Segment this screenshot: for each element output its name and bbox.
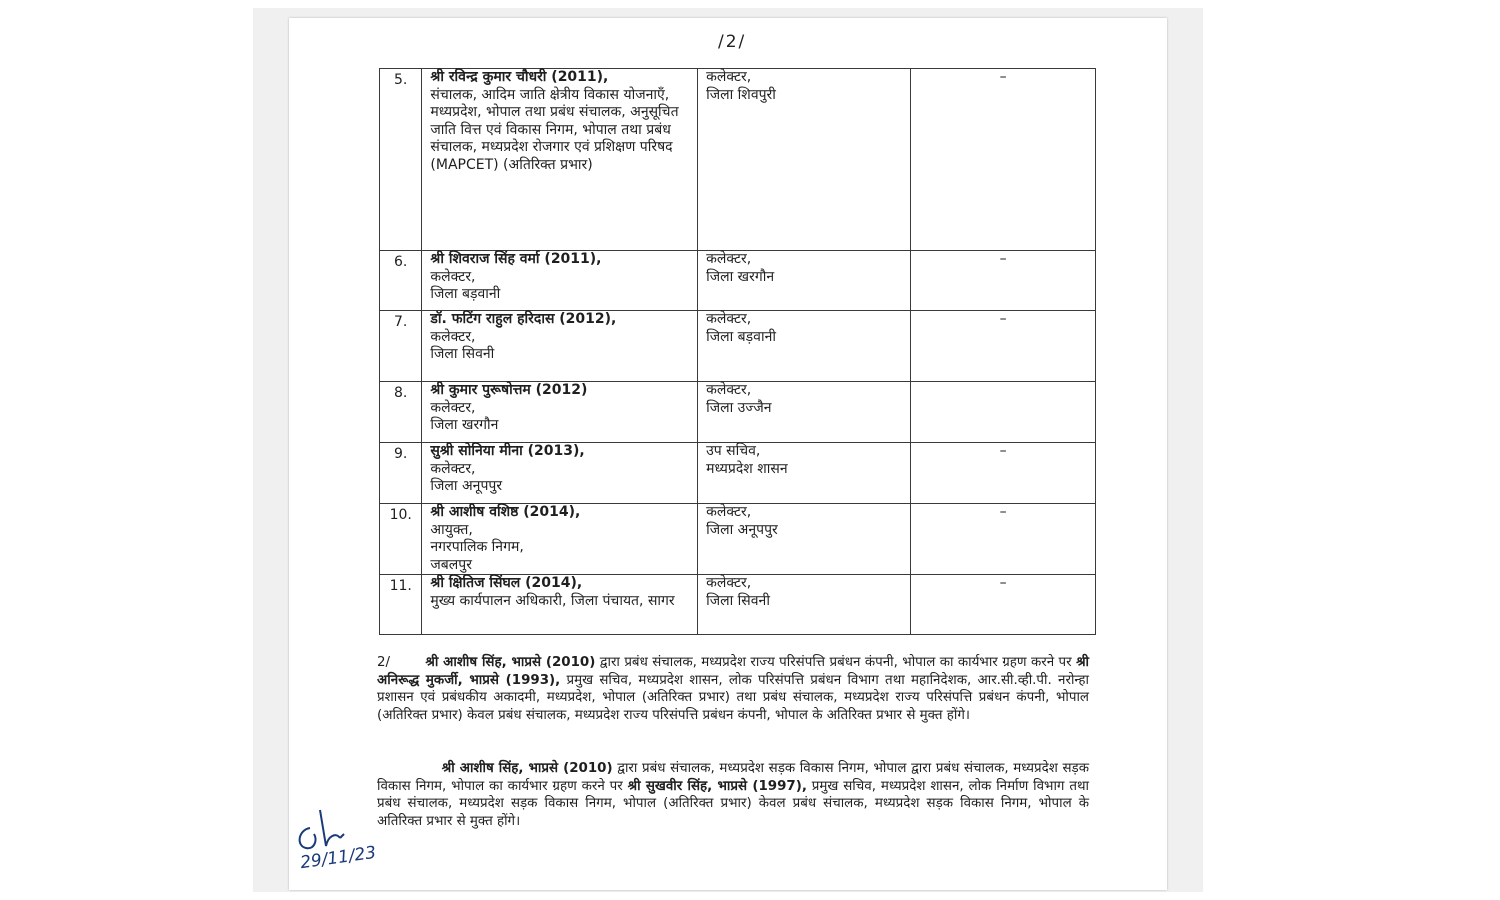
officer-cell [422, 575, 698, 635]
row-number: 10. [380, 504, 422, 575]
paragraph-text: द्वारा प्रबंध संचालक, मध्यप्रदेश सड़क विकास निगम, भोपाल द्वारा प्रबंध संचालक, मध्यप्रदेश सड़क विकास निगम, भोपाल का कार्यभार ग्रहण करने पर [377, 761, 1090, 794]
paragraph-3 [377, 760, 1089, 830]
row-number: 6. [380, 251, 422, 311]
new-post: कलेक्टर, जिला उज्जैन [698, 382, 911, 443]
row-number: 8. [380, 382, 422, 443]
officer-ref: श्री आशीष सिंह, भाप्रसे (2010) [425, 655, 596, 670]
remark: – [911, 575, 1096, 635]
current-post: कलेक्टर, जिला सिवनी [430, 328, 495, 362]
officer-name: श्री रविन्द्र कुमार चौधरी (2011), [430, 69, 609, 85]
transfer-table [379, 68, 1096, 635]
row-number: 7. [380, 311, 422, 382]
new-post: कलेक्टर, जिला शिवपुरी [698, 69, 911, 251]
paragraph-2 [377, 654, 1089, 724]
paragraph-text: द्वारा प्रबंध संचालक, मध्यप्रदेश राज्य परिसंपत्ति प्रबंधन कंपनी, भोपाल का कार्यभार ग्रहण करने पर [595, 655, 1077, 670]
row-number: 5. [380, 69, 422, 251]
table-row [380, 69, 1096, 251]
officer-name: डॉ. फटिंग राहुल हरिदास (2012), [430, 311, 617, 327]
officer-name: श्री कुमार पुरूषोत्तम (2012) [430, 382, 588, 398]
officer-cell [422, 251, 698, 311]
officer-name: सुश्री सोनिया मीना (2013), [430, 443, 585, 459]
new-post: कलेक्टर, जिला बड़वानी [698, 311, 911, 382]
officer-name: श्री शिवराज सिंह वर्मा (2011), [430, 251, 602, 267]
officer-ref: श्री सुखवीर सिंह, भाप्रसे (1997), [627, 778, 807, 794]
remark [911, 382, 1096, 443]
current-post: आयुक्त, नगरपालिक निगम, जबलपुर [430, 521, 524, 573]
page-number: /2/ [718, 32, 747, 52]
officer-name: श्री आशीष वशिष्ठ (2014), [430, 504, 581, 520]
row-number: 9. [380, 443, 422, 504]
remark: – [911, 443, 1096, 504]
table-row [380, 575, 1096, 635]
table-row [380, 504, 1096, 575]
officer-ref: श्री आशीष सिंह, भाप्रसे (2010) [441, 761, 613, 776]
current-post: संचालक, आदिम जाति क्षेत्रीय विकास योजनाएँ, मध्यप्रदेश, भोपाल तथा प्रबंध संचालक, अनुसूचित जाति वित्त एवं विकास निगम, भोपाल तथा प्रबंध संचालक, मध्यप्रदेश रोजगार एवं प्रशिक्षण परिषद (MAPCET) (अतिरिक्त प्रभार) [430, 86, 679, 173]
current-post: कलेक्टर, जिला अनूपपुर [430, 460, 503, 494]
table-row [380, 443, 1096, 504]
officer-ref: श्री अनिरूद्ध मुकर्जी, भाप्रसे (1993), [377, 655, 1090, 688]
table-row [380, 311, 1096, 382]
paragraph-text: प्रमुख सचिव, मध्यप्रदेश शासन, लोक निर्माण विभाग तथा प्रबंध संचालक, मध्यप्रदेश सड़क विकास निगम, भोपाल (अतिरिक्त प्रभार) केवल प्रबंध संचालक, मध्यप्रदेश सड़क विकास निगम, भोपाल के अतिरिक्त प्रभार से मुक्त होंगे। [377, 778, 1089, 829]
new-post: कलेक्टर, जिला खरगौन [698, 251, 911, 311]
remark: – [911, 251, 1096, 311]
new-post: कलेक्टर, जिला अनूपपुर [698, 504, 911, 575]
remark: – [911, 311, 1096, 382]
table-row [380, 251, 1096, 311]
officer-cell [422, 443, 698, 504]
current-post: कलेक्टर, जिला बड़वानी [430, 268, 501, 302]
paragraph-prefix: 2/ [377, 655, 391, 670]
table-row [380, 382, 1096, 443]
remark: – [911, 504, 1096, 575]
officer-cell [422, 311, 698, 382]
row-number: 11. [380, 575, 422, 635]
remark: – [911, 69, 1096, 251]
officer-cell [422, 504, 698, 575]
officer-cell [422, 382, 698, 443]
officer-name: श्री क्षितिज सिंघल (2014), [430, 575, 583, 591]
current-post: मुख्य कार्यपालन अधिकारी, जिला पंचायत, सागर [430, 592, 675, 609]
current-post: कलेक्टर, जिला खरगौन [430, 399, 499, 433]
signature-date: 29/11/23 [298, 842, 378, 874]
new-post: उप सचिव, मध्यप्रदेश शासन [698, 443, 911, 504]
officer-cell [422, 69, 698, 251]
new-post: कलेक्टर, जिला सिवनी [698, 575, 911, 635]
paragraph-text: प्रमुख सचिव, मध्यप्रदेश शासन, लोक परिसंपत्ति प्रबंधन विभाग तथा महानिदेशक, आर.सी.व्ही.पी. नरोन्हा प्रशासन एवं प्रबंधकीय अकादमी, मध्यप्रदेश, भोपाल (अतिरिक्त प्रभार) तथा प्रबंध संचालक, मध्यप्रदेश राज्य परिसंपत्ति प्रबंधन कंपनी, भोपाल (अतिरिक्त प्रभार) केवल प्रबंध संचालक, मध्यप्रदेश राज्य परिसंपत्ति प्रबंधन कंपनी, भोपाल के अतिरिक्त प्रभार से मुक्त होंगे। [377, 672, 1089, 723]
